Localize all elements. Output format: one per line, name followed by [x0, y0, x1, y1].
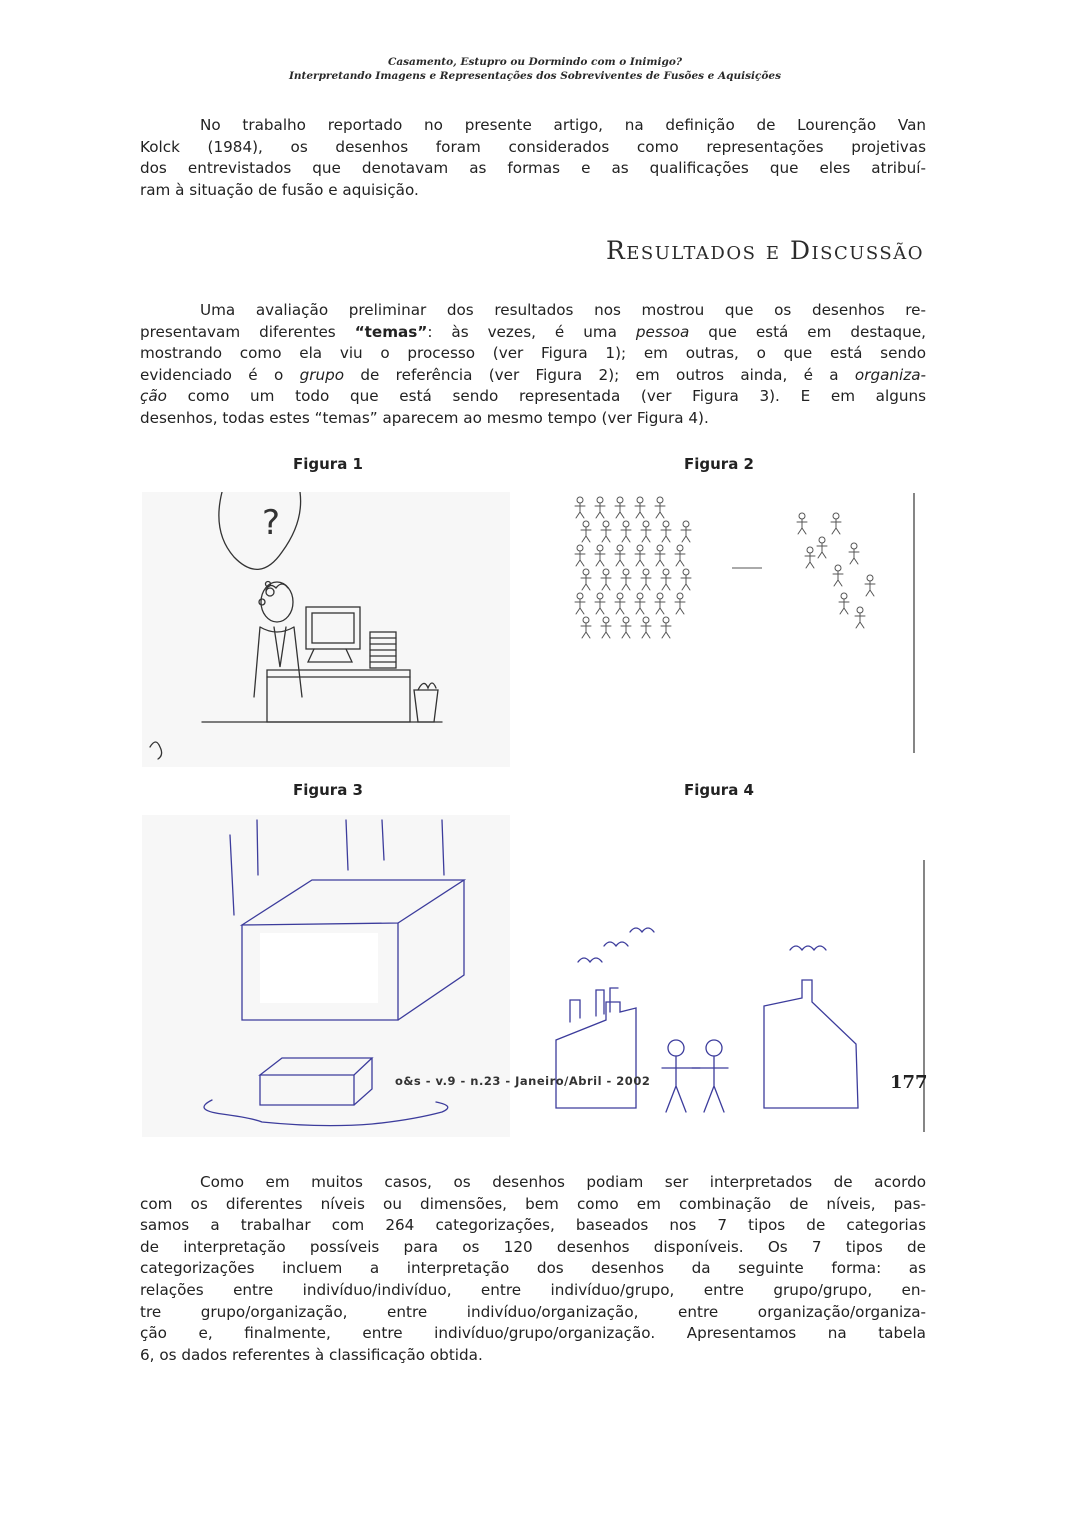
stick-figure [797, 513, 807, 534]
stick-figure [855, 607, 865, 628]
text-line [140, 386, 926, 408]
stick-figure [661, 569, 671, 590]
stick-figure [833, 565, 843, 586]
emphasis-organizacao: organiza- [854, 365, 926, 384]
stick-figure [621, 569, 631, 590]
closing-paragraph [140, 1172, 926, 1366]
stick-figure [849, 543, 859, 564]
emphasis-temas: “temas” [354, 322, 428, 341]
journal-footer: o&s - v.9 - n.23 - Janeiro/Abril - 2002 [395, 1074, 651, 1088]
figure-2-caption: Figura 2 [684, 455, 754, 473]
text-run: como um todo que está sendo representada (ver Figura 3). E em alguns [166, 387, 926, 406]
section-title: Resultados e Discussão [605, 236, 924, 265]
emphasis-grupo: grupo [299, 365, 345, 384]
stick-figure [635, 593, 645, 614]
stick-figure [661, 521, 671, 542]
stick-figure [601, 617, 611, 638]
stick-figure [675, 593, 685, 614]
stick-figure [641, 521, 651, 542]
text-line: categorizações incluem a interpretação dos desenhos da seguinte forma: as [140, 1259, 926, 1278]
stick-figure [655, 497, 665, 518]
factory-left [556, 1002, 636, 1108]
person-left-head [668, 1040, 684, 1056]
text-line [140, 365, 926, 387]
text-line: tre grupo/organização, entre indivíduo/organização, entre organização/organiza- [140, 1302, 926, 1321]
stick-figure [581, 617, 591, 638]
figure-4-caption: Figura 4 [684, 781, 754, 799]
text-line: de interpretação possíveis para os 120 desenhos disponíveis. Os 7 tipos de [140, 1237, 926, 1256]
person-right-head [706, 1040, 722, 1056]
stick-figure [615, 593, 625, 614]
text-run: de referência (ver Figura 2); em outros ainda, é a [344, 365, 855, 384]
text-line: mostrando como ela viu o processo (ver Figura 1); em outras, o que está sendo [140, 344, 926, 363]
factory-right [764, 980, 858, 1108]
stick-figure [805, 547, 815, 568]
stick-figure [575, 593, 585, 614]
stick-figure [675, 545, 685, 566]
stick-figure [661, 617, 671, 638]
emphasis-pessoa: pessoa [635, 322, 690, 341]
figure-3-caption: Figura 3 [293, 781, 363, 799]
stick-figure [581, 521, 591, 542]
text-run: que está em destaque, [689, 322, 926, 341]
stick-figure [575, 497, 585, 518]
text-line: samos a trabalhar com 264 categorizações, baseados nos 7 tipos de categorias [140, 1216, 926, 1235]
stick-figure [615, 545, 625, 566]
stick-figure [641, 617, 651, 638]
stick-figure [581, 569, 591, 590]
text-line: Uma avaliação preliminar dos resultados nos mostrou que os desenhos re- [200, 301, 926, 319]
running-head-line-2: Interpretando Imagens e Representações dos Sobreviventes de Fusões e Aquisições [288, 70, 782, 82]
stick-figure [865, 575, 875, 596]
text-run: presentavam diferentes [140, 322, 355, 341]
stick-figure [621, 521, 631, 542]
running-head-line-1: Casamento, Estupro ou Dormindo com o Inimigo? [387, 56, 682, 68]
stick-figure [817, 537, 827, 558]
stick-figure [595, 545, 605, 566]
stick-figure [681, 569, 691, 590]
stick-figure [641, 569, 651, 590]
text-line: dos entrevistados que denotavam as formas e as qualificações que eles atribuí- [140, 159, 926, 178]
stick-figure [601, 569, 611, 590]
stick-figure [595, 593, 605, 614]
stick-figure [621, 617, 631, 638]
stick-figure [839, 593, 849, 614]
text-line: com os diferentes níveis ou dimensões, bem como em combinação de níveis, pas- [140, 1194, 926, 1213]
results-paragraph [140, 300, 926, 430]
figure-4-drawing [540, 812, 926, 1137]
stick-figure [681, 521, 691, 542]
text-line: Como em muitos casos, os desenhos podiam ser interpretados de acordo [200, 1173, 926, 1191]
text-line [140, 322, 926, 344]
figure-1-drawing [142, 492, 510, 767]
text-run: evidenciado é o [140, 365, 300, 384]
text-line: relações entre indivíduo/indivíduo, entre indivíduo/grupo, entre grupo/grupo, en- [140, 1280, 926, 1299]
figure-1-caption: Figura 1 [293, 455, 363, 473]
stick-figure [635, 497, 645, 518]
text-line: 6, os dados referentes à classificação obtida. [140, 1345, 483, 1364]
stick-figure [831, 513, 841, 534]
question-mark: ? [262, 503, 281, 543]
text-line: No trabalho reportado no presente artigo, na definição de Lourenção Van [200, 116, 926, 134]
figure-2-drawing [540, 488, 926, 758]
page-number: 177 [890, 1072, 928, 1093]
stick-figure [655, 593, 665, 614]
text-run: : às vezes, é uma [427, 322, 636, 341]
intro-paragraph [140, 115, 926, 201]
stick-figure [635, 545, 645, 566]
text-line: Kolck (1984), os desenhos foram considerados como representações projetivas [140, 137, 926, 156]
text-line: desenhos, todas estes “temas” aparecem ao mesmo tempo (ver Figura 4). [140, 408, 709, 427]
stick-figure [601, 521, 611, 542]
stick-figure [575, 545, 585, 566]
stick-figure [615, 497, 625, 518]
figure-3-drawing [142, 815, 510, 1137]
text-line: ram à situação de fusão e aquisição. [140, 180, 419, 199]
text-line: ção e, finalmente, entre indivíduo/grupo/organização. Apresentamos na tabela [140, 1324, 926, 1343]
emphasis-cao: ção [140, 387, 167, 406]
stick-figure [655, 545, 665, 566]
stick-figure [595, 497, 605, 518]
